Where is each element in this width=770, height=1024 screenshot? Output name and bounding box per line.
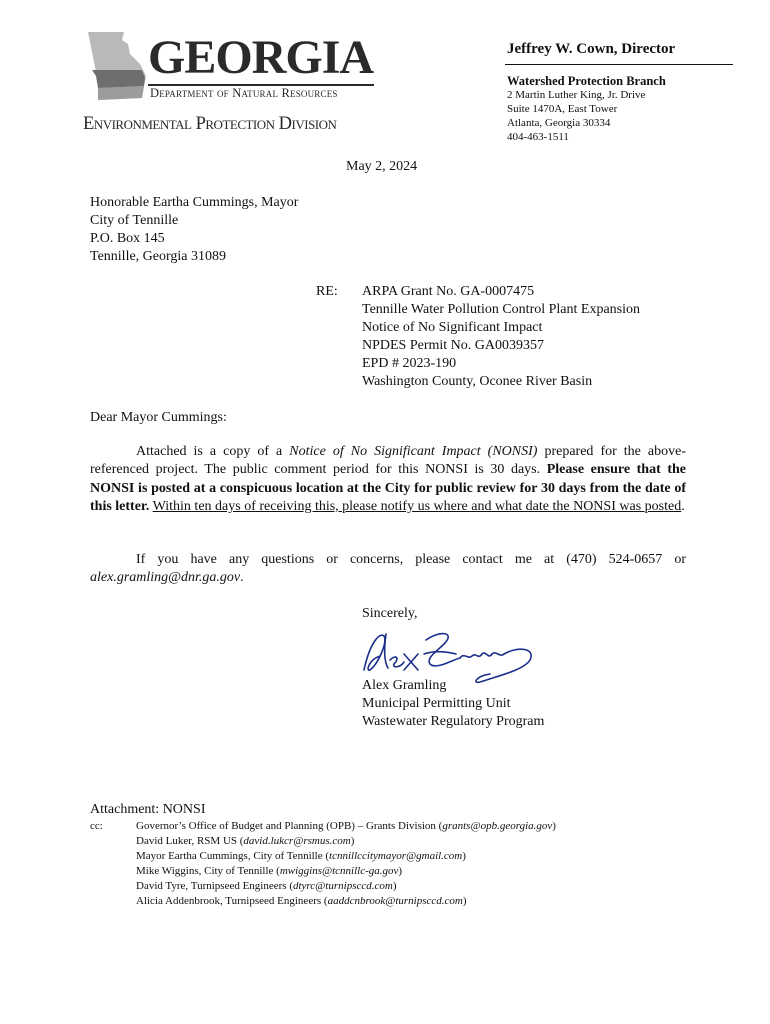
signer-name: Alex Gramling [362,678,447,693]
recipient-line: Honorable Eartha Cummings, Mayor [90,195,299,210]
body-paragraph: Attached is a copy of a Notice of No Significant Impact (NONSI) prepared for the above-referenced project. The public comment period for this NONSI is 30 days. Please ensure that the NONSI is posted at a conspicuous location at the City for public review for 30 days from the date of this letter. Within ten days of receiving this, please notify us where and what date the NONSI was posted. [90,444,687,514]
salutation: Dear Mayor Cummings: [90,410,227,425]
recipient-line: P.O. Box 145 [90,231,165,246]
cc-email[interactable]: dtyrc@turnipsccd.com [292,880,393,892]
re-line: Tennille Water Pollution Control Plant Expansion [362,302,640,317]
branch-name: Watershed Protection Branch [507,74,666,88]
cc-label: cc: [90,820,103,832]
logo-wordmark: GEORGIA [148,31,374,84]
attachment-line: Attachment: NONSI [90,802,206,817]
phone-number: 404-463-1511 [507,131,569,143]
cc-email[interactable]: tcnnillccitymayor@gmail.com [329,850,463,862]
re-line: EPD # 2023-190 [362,356,457,371]
closing: Sincerely, [362,606,418,621]
re-line: NPDES Permit No. GA0039357 [362,338,545,353]
signer-title: Municipal Permitting Unit [362,696,511,711]
cc-entry: Governor’s Office of Budget and Planning (OPB) – Grants Division (grants@opb.georgia.gov) [136,820,556,832]
contact-email[interactable]: alex.gramling@dnr.ga.gov [90,570,241,586]
department-name: Department of Natural Resources [150,86,338,100]
cc-entry: David Luker, RSM US (david.lukcr@rsmus.com) [136,835,355,847]
re-line: Notice of No Significant Impact [362,320,543,335]
cc-email[interactable]: grants@opb.georgia.gov [442,820,553,832]
recipient-line: City of Tennille [90,213,179,228]
address-line: Suite 1470A, East Tower [507,103,618,115]
cc-email[interactable]: aaddcnbrook@turnipsccd.com [327,895,463,907]
cc-entry: Alicia Addenbrook, Turnipseed Engineers (aaddcnbrook@turnipsccd.com) [136,895,467,907]
re-line: Washington County, Oconee River Basin [362,374,593,389]
contact-paragraph: If you have any questions or concerns, please contact me at (470) 524-0657 or alex.gramling@dnr.ga.gov. [90,552,686,586]
cc-entry: Mayor Eartha Cummings, City of Tennille (tcnnillccitymayor@gmail.com) [136,850,466,862]
cc-email[interactable]: mwiggins@tcnnillc-ga.gov [279,865,399,877]
cc-email[interactable]: david.lukcr@rsmus.com [243,835,351,847]
georgia-map-logo-icon [84,30,154,102]
posting-instruction: Please ensure that the NONSI is posted at a conspicuous location at the City for public review for 30 days from the date of this letter. [90,462,687,514]
nonsi-title: Notice of No Significant Impact (NONSI) [289,444,538,459]
division-name: Environmental Protection Division [83,114,337,134]
address-line: 2 Martin Luther King, Jr. Drive [507,89,646,101]
cc-entry: David Tyre, Turnipseed Engineers (dtyrc@turnipsccd.com) [136,880,397,892]
notify-instruction: Within ten days of receiving this, please notify us where and what date the NONSI was posted [152,498,682,514]
address-line: Atlanta, Georgia 30334 [507,117,611,129]
director-divider [505,64,733,65]
re-label: RE: [316,284,338,299]
director-name: Jeffrey W. Cown, Director [507,41,676,57]
re-line: ARPA Grant No. GA-0007475 [362,284,535,299]
cc-entry: Mike Wiggins, City of Tennille (mwiggins@tcnnillc-ga.gov) [136,865,403,877]
letter-date: May 2, 2024 [346,159,418,174]
recipient-line: Tennille, Georgia 31089 [90,249,227,264]
signer-program: Wastewater Regulatory Program [362,714,545,729]
